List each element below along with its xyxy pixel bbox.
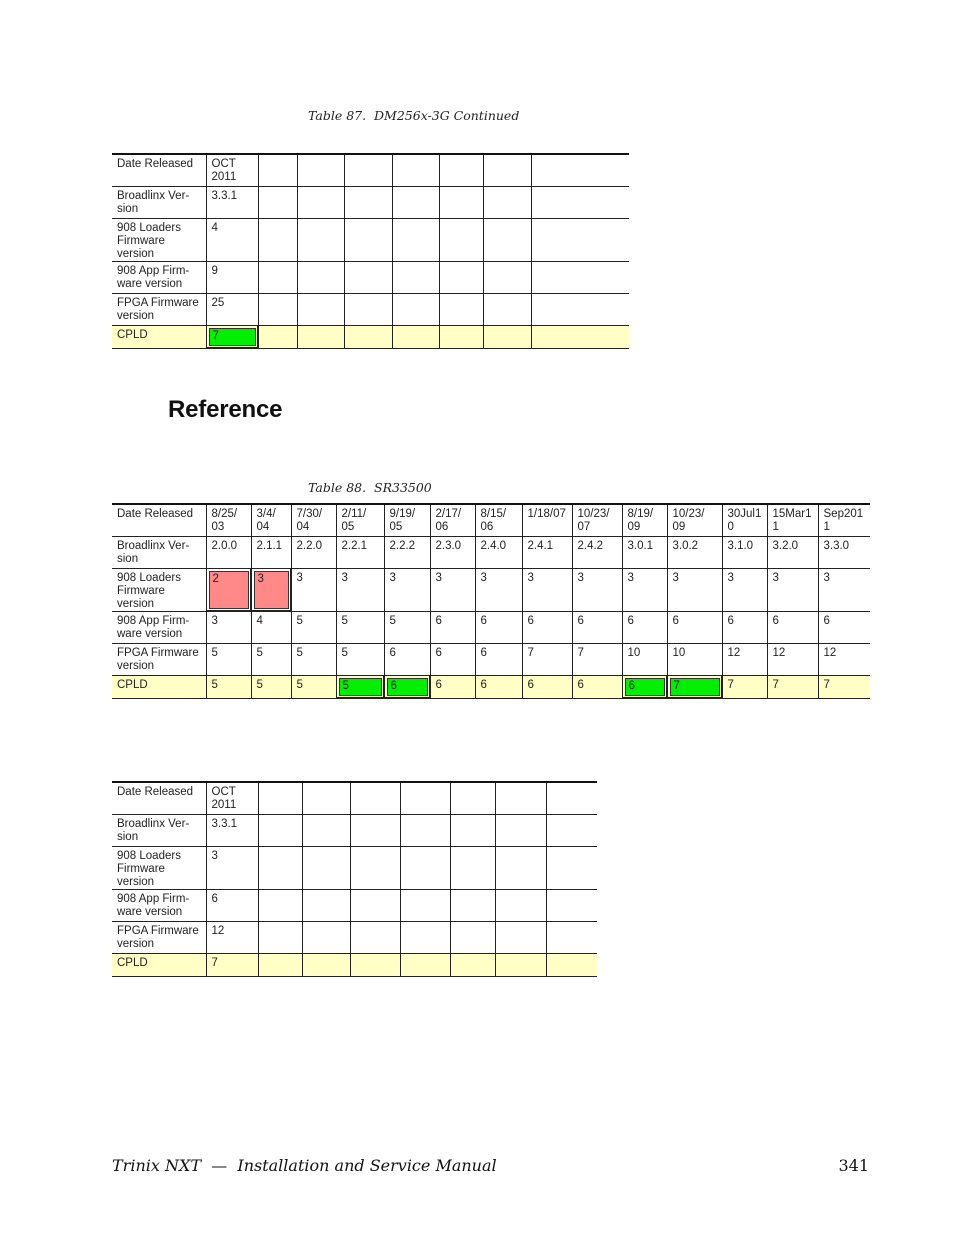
table-row [112, 218, 629, 261]
table-row [112, 814, 597, 846]
table-row [112, 536, 870, 568]
highlighted-value: 5 [339, 678, 382, 696]
table-cell: 3 [767, 568, 818, 611]
table-row [112, 293, 629, 325]
table-cell [302, 889, 350, 921]
table-cell [495, 921, 546, 953]
table-cell [546, 953, 597, 976]
table-cell: 7 [818, 675, 870, 698]
table-88 [112, 503, 870, 699]
table-cell: 1/18/07 [522, 504, 572, 536]
table-cell: 9 [206, 261, 258, 293]
table-cell [392, 325, 439, 348]
table-cell: 4 [206, 218, 258, 261]
table-cell [258, 154, 297, 186]
table-cell [350, 846, 400, 889]
table-cell: 5 [206, 643, 251, 675]
table-row [112, 325, 629, 348]
row-label: FPGA Firmware version [112, 643, 206, 675]
table-row [112, 889, 597, 921]
table-cell [531, 218, 629, 261]
table-cell: 3.0.1 [622, 536, 667, 568]
table-cell [622, 675, 667, 698]
table-cell [439, 186, 483, 218]
table-cell [400, 782, 450, 814]
table-cell [495, 846, 546, 889]
table-cell [400, 921, 450, 953]
table-row [112, 611, 870, 643]
table-cell: 2.2.0 [291, 536, 336, 568]
table-cell [297, 154, 344, 186]
table-row [112, 261, 629, 293]
row-label: CPLD [112, 953, 206, 976]
table-cell: 6 [522, 675, 572, 698]
table-cell [251, 568, 291, 611]
table-cell [344, 218, 392, 261]
table-cell: 2.2.1 [336, 536, 384, 568]
table-cell: 3 [818, 568, 870, 611]
table-cell: 10 [667, 643, 722, 675]
table-cell [258, 293, 297, 325]
table-cell [350, 889, 400, 921]
page-number: 341 [838, 1156, 869, 1175]
table-cell: 3 [667, 568, 722, 611]
table-row [112, 504, 870, 536]
table-cell [302, 846, 350, 889]
table-cell [258, 261, 297, 293]
table-cell [344, 325, 392, 348]
table-cell: 6 [667, 611, 722, 643]
table-cell: 2/11/ 05 [336, 504, 384, 536]
table-cell [350, 921, 400, 953]
highlighted-value: 7 [670, 678, 720, 696]
table-cell [258, 218, 297, 261]
table-cell [531, 325, 629, 348]
table-cell [344, 261, 392, 293]
table-cell: 12 [767, 643, 818, 675]
table-cell [336, 675, 384, 698]
table-cell: 3 [522, 568, 572, 611]
table-cell: 6 [572, 675, 622, 698]
table-cell: 3 [384, 568, 430, 611]
table-cell [495, 782, 546, 814]
table-cell [483, 154, 531, 186]
table-cell [483, 218, 531, 261]
table-cell: 3 [722, 568, 767, 611]
table-cell [483, 261, 531, 293]
table-cell: 6 [522, 611, 572, 643]
table-cell [495, 953, 546, 976]
table-cell: 6 [722, 611, 767, 643]
table-cell: 10/23/ 09 [667, 504, 722, 536]
table-cell: 12 [818, 643, 870, 675]
footer-title: Trinix NXT — Installation and Service Manual [112, 1156, 497, 1175]
table-cell [531, 261, 629, 293]
table-cell [258, 846, 302, 889]
table-cell [450, 889, 495, 921]
table-cell: 8/15/ 06 [475, 504, 522, 536]
table-cell [483, 186, 531, 218]
table-cell [450, 782, 495, 814]
table-cell: 3 [206, 846, 258, 889]
table-cell [350, 814, 400, 846]
table-cell [297, 325, 344, 348]
table-cell: 6 [475, 611, 522, 643]
table-cell: 6 [572, 611, 622, 643]
row-label: Date Released [117, 158, 194, 170]
table-cell: 6 [475, 675, 522, 698]
table-cell [392, 186, 439, 218]
row-label: FPGA Firmware version [112, 293, 206, 325]
table-cell: 30Jul1 0 [722, 504, 767, 536]
table-cell [392, 293, 439, 325]
table-cell: 7 [572, 643, 622, 675]
table-cell [302, 921, 350, 953]
table-cell [439, 293, 483, 325]
table-cell: 3.2.0 [767, 536, 818, 568]
table-cell: 2.4.0 [475, 536, 522, 568]
table-cell: 5 [251, 675, 291, 698]
highlighted-value: 6 [625, 678, 665, 696]
table-row [112, 675, 870, 698]
table-cell [450, 953, 495, 976]
table-cell: 3.1.0 [722, 536, 767, 568]
table-cell: 5 [206, 675, 251, 698]
table-cell: 15Mar1 1 [767, 504, 818, 536]
table-cell [297, 186, 344, 218]
table-cell: 10 [622, 643, 667, 675]
table-cell [439, 325, 483, 348]
row-label: Broadlinx Ver- sion [112, 814, 206, 846]
table-cell [206, 325, 258, 348]
table-cell: 12 [206, 921, 258, 953]
table-cell [258, 186, 297, 218]
table-cell [297, 261, 344, 293]
table-cell: 8/25/ 03 [206, 504, 251, 536]
table-cell: 3 [291, 568, 336, 611]
table-cell [302, 814, 350, 846]
table-cell: Sep201 1 [818, 504, 870, 536]
table-cell: 2/17/ 06 [430, 504, 475, 536]
table-cell [392, 218, 439, 261]
table-cell [531, 186, 629, 218]
table-cell [258, 814, 302, 846]
table-cell [400, 889, 450, 921]
table-row [112, 953, 597, 976]
table-87-caption: Table 87. DM256x-3G Continued [308, 108, 520, 123]
table-cell: 5 [291, 643, 336, 675]
table-cell: 3 [206, 611, 251, 643]
table-cell [344, 293, 392, 325]
table-cell: 3.3.1 [206, 186, 258, 218]
table-cell [483, 325, 531, 348]
row-label: 908 Loaders Firmware version [112, 218, 206, 261]
table-cell [392, 261, 439, 293]
table-cell: 5 [291, 611, 336, 643]
table-row [112, 186, 629, 218]
row-label: CPLD [112, 675, 206, 698]
table-cell [546, 814, 597, 846]
table-cell: 5 [251, 643, 291, 675]
table-row [112, 921, 597, 953]
table-cell [258, 889, 302, 921]
table-cell [258, 325, 297, 348]
table-cell: 7 [767, 675, 818, 698]
table-cell [546, 921, 597, 953]
table-cell [439, 154, 483, 186]
table-cell [392, 154, 439, 186]
table-cell: 25 [206, 293, 258, 325]
table-cell [258, 953, 302, 976]
row-label: Broadlinx Ver- sion [112, 186, 206, 218]
table-cell [297, 293, 344, 325]
table-cell [450, 921, 495, 953]
row-label: Date Released [117, 508, 194, 520]
table-89 [112, 781, 597, 977]
table-cell [483, 293, 531, 325]
section-heading: Reference [168, 396, 283, 423]
table-cell: 3 [572, 568, 622, 611]
table-cell [350, 953, 400, 976]
table-cell: 8/19/ 09 [622, 504, 667, 536]
row-label: FPGA Firmware version [112, 921, 206, 953]
table-cell: 3 [430, 568, 475, 611]
table-cell [450, 814, 495, 846]
highlighted-value: 7 [209, 328, 256, 346]
row-label: 908 App Firm- ware version [112, 261, 206, 293]
table-cell [297, 218, 344, 261]
table-cell [450, 846, 495, 889]
table-cell [206, 568, 251, 611]
table-cell: 5 [384, 611, 430, 643]
table-cell: 2.1.1 [251, 536, 291, 568]
row-label: 908 Loaders Firmware version [112, 568, 206, 611]
table-cell: 6 [767, 611, 818, 643]
table-87 [112, 153, 629, 349]
table-cell [546, 782, 597, 814]
table-cell [302, 782, 350, 814]
table-row [112, 643, 870, 675]
table-cell: 3.3.1 [206, 814, 258, 846]
table-cell: 7 [522, 643, 572, 675]
table-cell: 3.3.0 [818, 536, 870, 568]
table-cell [495, 814, 546, 846]
table-cell: 6 [475, 643, 522, 675]
table-cell [495, 889, 546, 921]
table-cell: 3.0.2 [667, 536, 722, 568]
highlighted-value: 3 [254, 571, 289, 609]
table-cell: 5 [336, 611, 384, 643]
table-cell [546, 846, 597, 889]
table-cell: OCT 2011 [206, 154, 258, 186]
table-cell [400, 814, 450, 846]
table-cell: 5 [336, 643, 384, 675]
table-row [112, 568, 870, 611]
table-cell [344, 186, 392, 218]
table-cell: 3 [622, 568, 667, 611]
table-cell [439, 261, 483, 293]
table-cell: 3/4/ 04 [251, 504, 291, 536]
table-cell: 2.4.2 [572, 536, 622, 568]
table-cell: 7 [722, 675, 767, 698]
table-cell: 2.3.0 [430, 536, 475, 568]
row-label: 908 App Firm- ware version [112, 611, 206, 643]
table-cell [546, 889, 597, 921]
table-cell: 3 [336, 568, 384, 611]
table-cell [344, 154, 392, 186]
table-cell: 4 [251, 611, 291, 643]
table-cell: 7/30/ 04 [291, 504, 336, 536]
table-cell: 12 [722, 643, 767, 675]
table-cell: 6 [622, 611, 667, 643]
table-cell: 6 [206, 889, 258, 921]
table-cell: 5 [291, 675, 336, 698]
table-cell: 6 [430, 675, 475, 698]
table-cell [400, 953, 450, 976]
table-cell: 6 [430, 611, 475, 643]
table-cell [439, 218, 483, 261]
row-label: Broadlinx Ver- sion [112, 536, 206, 568]
table-cell: 2.2.2 [384, 536, 430, 568]
table-row [112, 154, 629, 186]
highlighted-value: 2 [209, 571, 249, 609]
table-row [112, 782, 597, 814]
table-cell [350, 782, 400, 814]
table-cell: 2.4.1 [522, 536, 572, 568]
table-cell: 6 [430, 643, 475, 675]
table-cell [258, 921, 302, 953]
table-cell [667, 675, 722, 698]
row-label: 908 Loaders Firmware version [112, 846, 206, 889]
table-cell [531, 293, 629, 325]
table-88-caption: Table 88. SR33500 [308, 480, 432, 495]
table-cell: 9/19/ 05 [384, 504, 430, 536]
table-cell: 6 [818, 611, 870, 643]
table-cell [258, 782, 302, 814]
table-cell: 10/23/ 07 [572, 504, 622, 536]
table-cell [384, 675, 430, 698]
table-cell: 3 [475, 568, 522, 611]
highlighted-value: 6 [387, 678, 428, 696]
table-cell [302, 953, 350, 976]
table-cell: OCT 2011 [206, 782, 258, 814]
table-cell: 6 [384, 643, 430, 675]
table-row [112, 846, 597, 889]
table-cell: 7 [206, 953, 258, 976]
table-cell: 2.0.0 [206, 536, 251, 568]
table-cell [400, 846, 450, 889]
row-label: CPLD [112, 325, 206, 348]
row-label: 908 App Firm- ware version [112, 889, 206, 921]
table-cell [531, 154, 629, 186]
row-label: Date Released [117, 786, 194, 798]
